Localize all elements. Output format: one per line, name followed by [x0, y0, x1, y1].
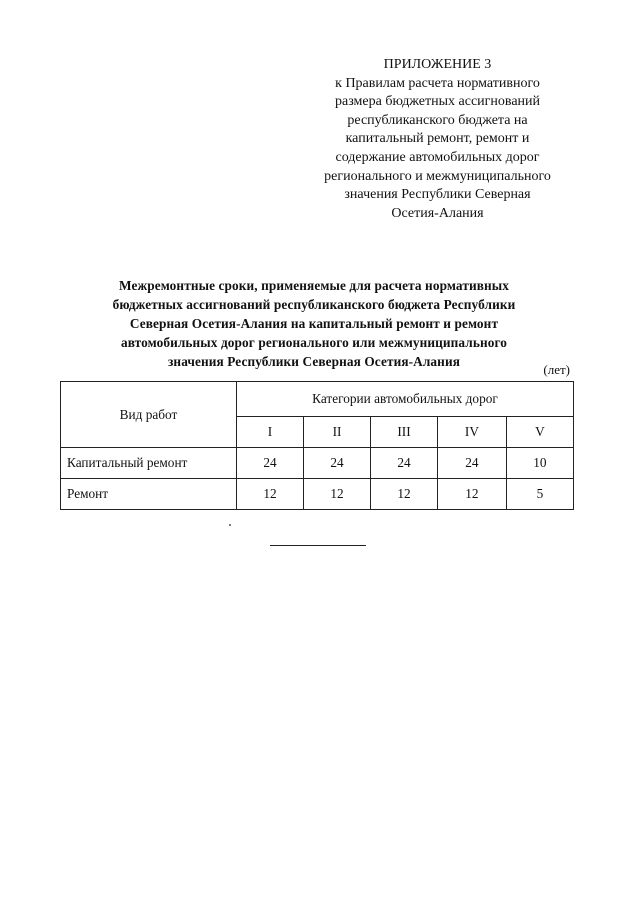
table-row — [61, 448, 574, 479]
appendix-line: размера бюджетных ассигнований — [334, 94, 541, 110]
norms-table — [60, 381, 574, 510]
category-cell: V — [506, 417, 573, 448]
unit-label: (лет) — [543, 362, 570, 377]
appendix-line: республиканского бюджета на — [347, 112, 528, 128]
category-cell: II — [304, 417, 371, 448]
title-line: автомобильных дорог регионального или межмуниципального — [120, 335, 508, 350]
table-header-row — [61, 382, 574, 417]
value-cell: 12 — [438, 479, 507, 510]
appendix-line: капитальный ремонт, ремонт и — [345, 131, 530, 147]
table-row — [61, 479, 574, 510]
appendix-heading: ПРИЛОЖЕНИЕ 3 — [383, 57, 492, 72]
value-cell: 24 — [438, 448, 507, 479]
appendix-line: к Правилам расчета нормативного — [335, 75, 540, 91]
value-cell: 24 — [304, 448, 371, 479]
title-line: Северная Осетия-Алания на капитальный ремонт и ремонт — [129, 316, 499, 331]
value-cell: 12 — [304, 479, 371, 510]
title-line: Межремонтные сроки, применяемые для расчета нормативных — [118, 278, 509, 293]
appendix-line: содержание автомобильных дорог — [335, 149, 540, 165]
appendix-block — [300, 56, 575, 223]
row-label: Капитальный ремонт — [61, 448, 237, 479]
category-cell: III — [371, 417, 438, 448]
document-title — [60, 276, 568, 371]
value-cell: 10 — [506, 448, 573, 479]
scan-speck — [229, 524, 231, 526]
work-type-header: Вид работ — [61, 382, 237, 448]
row-label: Ремонт — [61, 479, 237, 510]
category-cell: IV — [438, 417, 507, 448]
value-cell: 12 — [237, 479, 304, 510]
value-cell: 24 — [237, 448, 304, 479]
appendix-line: регионального и межмуниципального — [324, 168, 551, 184]
categories-header: Категории автомобильных дорог — [237, 382, 574, 417]
appendix-line: Осетия-Алания — [391, 205, 484, 221]
category-cell: I — [237, 417, 304, 448]
end-divider — [270, 545, 366, 546]
title-line: бюджетных ассигнований республиканского бюджета Республики — [112, 297, 516, 312]
value-cell: 5 — [506, 479, 573, 510]
value-cell: 12 — [371, 479, 438, 510]
title-line: значения Республики Северная Осетия-Алания — [167, 354, 461, 369]
value-cell: 24 — [371, 448, 438, 479]
appendix-line: значения Республики Северная — [344, 187, 531, 203]
